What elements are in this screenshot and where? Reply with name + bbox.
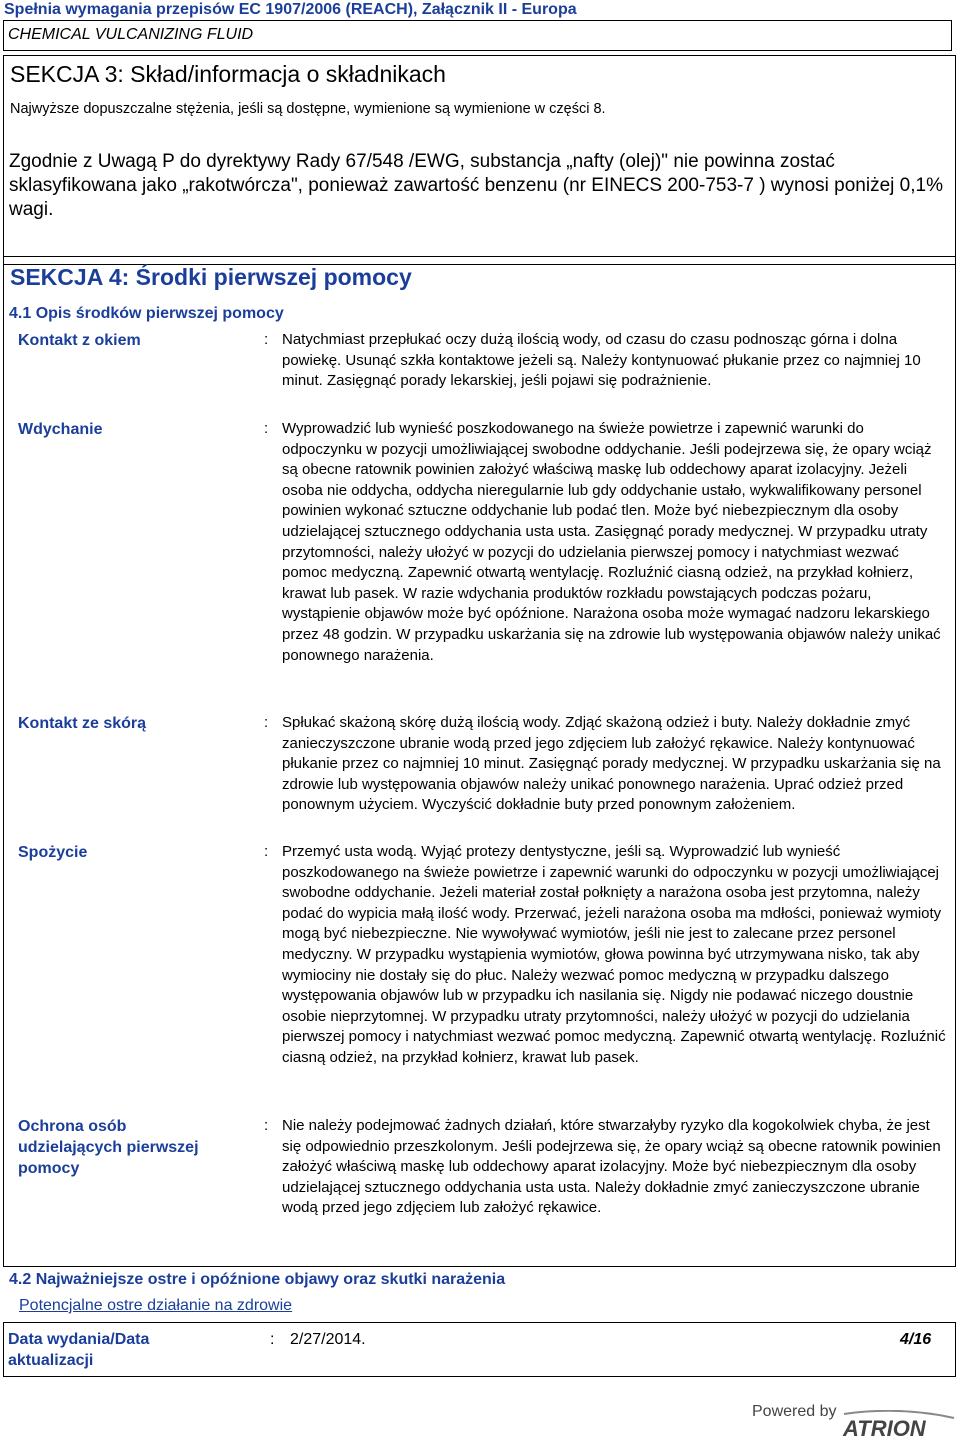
page-number: 4/16 — [900, 1331, 932, 1348]
label-colon: : — [264, 714, 269, 731]
first-aid-text: Przemyć usta wodą. Wyjąć protezy dentystyczne, jeśli są. Wyprowadzić lub wynieść poszkodowanego na świeże powietrze i zapewnić warunki do odpoczynku w pozycji umożliwiającej swobodne oddychanie. Jeżeli materiał został połknięty a narażona osoba jest przytomna, należy podać do wypicia małą ilość wody. Przerwać, jeżeli narażona osoba ma mdłości, ponieważ wymioty mogą być niebezpieczne. Nie wywoływać wymiotów, jeśli nie jest to zalecane przez personel medyczny. W przypadku wystąpienia wymiotów, głowa powinna być utrzymywana nisko, tak aby wymiociny nie dostały się do płuc. Należy wezwać pomoc medyczną w przypadku dalszego występowania objawów lub w przypadku ich nasilania się. Nigdy nie podawać niczego doustnie osobie nieprzytomnej. W przypadku utraty przytomności, należy ułożyć w pozycji do udzielania pierwszej pomocy i natychmiast wezwać pomoc medyczną. Zapewnić otwartą wentylację. Rozluźnić ciasną odzież, na przykład kołnierz, krawat lub pasek. — [282, 843, 946, 1066]
first-aid-text: Spłukać skażoną skórę dużą ilością wody. Zdjąć skażoną odzież i buty. Należy dokładnie zmyć zanieczyszczone ubranie wodą przed jego zdjęciem lub założyć rękawice. Należy kontynuować płukanie przez co najmniej 10 minut. Zasięgnąć porady medycznej. W przypadku uskarżania się na zdrowie lub występowania objawów należy unikać ponownego narażenia. Uprać odzież przed ponownym użyciem. Wyczyścić dokładnie buty przed ponownym założeniem. — [282, 714, 941, 814]
label-colon: : — [264, 420, 269, 437]
first-aid-label: Kontakt z okiem — [18, 332, 141, 349]
powered-by-text: Powered by — [752, 1403, 837, 1420]
product-name: CHEMICAL VULCANIZING FLUID — [8, 26, 254, 43]
section-3-title: SEKCJA 3: Skład/informacja o składnikach — [10, 61, 446, 87]
subsection-4-2-title: 4.2 Najważniejsze ostre i opóźnione objawy oraz skutki narażenia — [9, 1271, 506, 1288]
first-aid-label: Kontakt ze skórą — [18, 715, 147, 732]
footer-colon: : — [270, 1331, 275, 1348]
regulation-header: Spełnia wymagania przepisów EC 1907/2006 (REACH), Załącznik II - Europa — [4, 1, 577, 18]
first-aid-text: Nie należy podejmować żadnych działań, które stwarzałyby ryzyko dla kogokolwiek chyba, że jest się odpowiednio przeszkolonym. Jeśli podejrzewa się, że opary wciąż są obecne ratownik powinien założyć właściwą maskę lub oddechowy aparat izolacyjny. Może być niebezpiecznym dla osoby udzielającej sztucznego oddychania usta usta. Należy dokładnie zmyć zanieczyszczone ubranie wodą przed jego zdjęciem lub założyć rękawice. — [282, 1117, 941, 1217]
first-aid-text: Natychmiast przepłukać oczy dużą ilością wody, od czasu do czasu podnosząc górna i dolna powiekę. Usunąć szkła kontaktowe jeżeli są. Należy kontynuować płukanie przez co najmniej 10 minut. Zasięgnąć porady lekarskiej, jeśli pojawi się podrażnienie. — [282, 331, 921, 390]
label-colon: : — [264, 1117, 269, 1134]
section-3-note: Najwyższe dopuszczalne stężenia, jeśli są dostępne, wymienione są wymienione w części 8. — [10, 101, 606, 117]
section-4-title: SEKCJA 4: Środki pierwszej pomocy — [10, 264, 412, 290]
logo-text: ATRION — [843, 1416, 926, 1438]
issue-date-value: 2/27/2014. — [290, 1331, 366, 1348]
subsection-4-1-title: 4.1 Opis środków pierwszej pomocy — [9, 305, 284, 322]
section-3-paragraph: Zgodnie z Uwagą P do dyrektywy Rady 67/548 /EWG, substancja „nafty (olej)" nie powinna zostać sklasyfikowana jako „rakotwórcza", ponieważ zawartość benzenu (nr EINECS 200-753-7 ) wynosi poniżej 0,1% wagi. — [9, 151, 943, 220]
first-aid-text: Wyprowadzić lub wynieść poszkodowanego na świeże powietrze i zapewnić warunki do odpoczynku w pozycji umożliwiającej swobodne oddychanie. Jeśli podejrzewa się, że opary wciąż są obecne ratownik powinien założyć właściwą maskę lub oddechowy aparat izolacyjny. Jeżeli osoba nie oddycha, oddycha nieregularnie lub gdy oddychanie ustało, wykwalifikowany personel powinien wykonać sztuczne oddychanie lub podać tlen. Może być niebezpiecznym dla osoby udzielającej sztucznego oddychania usta usta. Zasięgnąć porady medycznej. W przypadku utraty przytomności, należy ułożyć w pozycji do udzielania pierwszej pomocy i natychmiast wezwać pomoc medyczną. Zapewnić otwartą wentylację. Rozluźnić ciasną odzież, na przykład kołnierz, krawat lub pasek. W razie wdychania produktów rozkładu powstających podczas pożaru, wystąpienie objawów może być opóźnione. Narażona osoba może wymagać nadzoru lekarskiego przez 48 godzin. W przypadku uskarżania się na zdrowie lub występowania objawów należy unikać ponownego narażenia. — [282, 420, 941, 664]
issue-date-label: Data wydania/Data aktualizacji — [8, 1331, 150, 1369]
label-colon: : — [264, 331, 269, 348]
atrion-logo — [840, 1410, 958, 1438]
first-aid-label: Wdychanie — [18, 421, 103, 438]
first-aid-label: Spożycie — [18, 844, 88, 861]
first-aid-label: Ochrona osób udzielających pierwszej pomocy — [18, 1118, 199, 1177]
label-colon: : — [264, 843, 269, 860]
acute-health-effects-link[interactable]: Potencjalne ostre działanie na zdrowie — [19, 1297, 293, 1314]
